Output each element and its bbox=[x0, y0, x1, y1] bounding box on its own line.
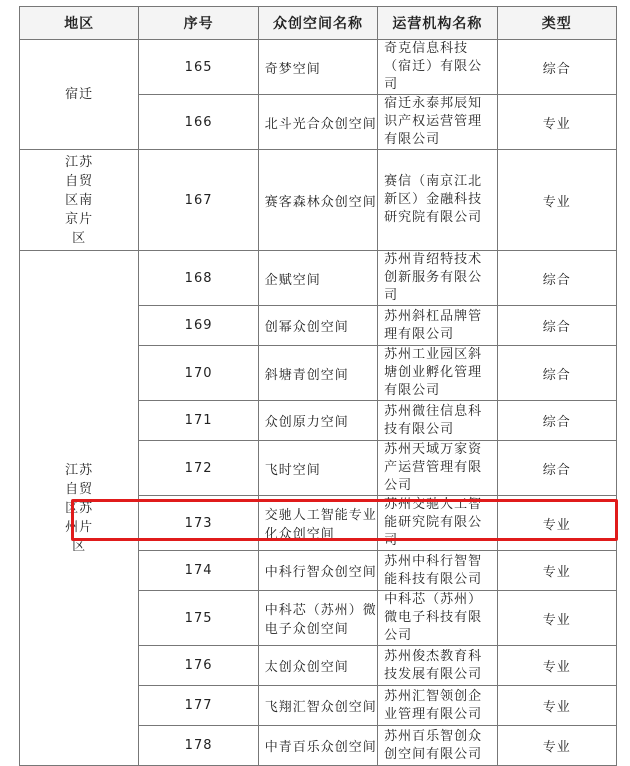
space-type: 综合 bbox=[497, 401, 616, 441]
row-number: 169 bbox=[139, 306, 258, 346]
operator-name: 苏州百乐智创众创空间有限公司 bbox=[378, 726, 497, 766]
space-name: 飞时空间 bbox=[258, 441, 377, 496]
space-name: 中青百乐众创空间 bbox=[258, 726, 377, 766]
space-name: 太创众创空间 bbox=[258, 646, 377, 686]
operator-name: 中科芯（苏州）微电子科技有限公司 bbox=[378, 591, 497, 646]
space-type: 综合 bbox=[497, 346, 616, 401]
row-number: 168 bbox=[139, 251, 258, 306]
operator-name: 苏州微往信息科技有限公司 bbox=[378, 401, 497, 441]
row-number: 166 bbox=[139, 95, 258, 150]
header-operator-name: 运营机构名称 bbox=[378, 7, 497, 40]
row-number: 173 bbox=[139, 496, 258, 551]
header-type: 类型 bbox=[497, 7, 616, 40]
space-name: 斜塘青创空间 bbox=[258, 346, 377, 401]
space-name: 交驰人工智能专业化众创空间 bbox=[258, 496, 377, 551]
operator-name: 苏州肯绍特技术创新服务有限公司 bbox=[378, 251, 497, 306]
table-row bbox=[20, 251, 617, 306]
space-name: 奇梦空间 bbox=[258, 40, 377, 95]
operator-name: 苏州天域万家资产运营管理有限公司 bbox=[378, 441, 497, 496]
space-type: 综合 bbox=[497, 251, 616, 306]
space-type: 专业 bbox=[497, 726, 616, 766]
operator-name: 奇克信息科技（宿迁）有限公司 bbox=[378, 40, 497, 95]
space-name: 创幂众创空间 bbox=[258, 306, 377, 346]
row-number: 178 bbox=[139, 726, 258, 766]
region-label: 江苏自贸区南京片区 bbox=[65, 154, 94, 246]
space-name: 中科芯（苏州）微电子众创空间 bbox=[258, 591, 377, 646]
header-space-name: 众创空间名称 bbox=[258, 7, 377, 40]
incubator-table bbox=[19, 6, 617, 766]
operator-name: 宿迁永泰邦辰知识产权运营管理有限公司 bbox=[378, 95, 497, 150]
space-type: 专业 bbox=[497, 551, 616, 591]
row-number: 176 bbox=[139, 646, 258, 686]
space-type: 专业 bbox=[497, 496, 616, 551]
row-number: 170 bbox=[139, 346, 258, 401]
region-label: 宿迁 bbox=[65, 87, 94, 102]
header-number: 序号 bbox=[139, 7, 258, 40]
operator-name: 苏州汇智领创企业管理有限公司 bbox=[378, 686, 497, 726]
operator-name: 苏州中科行智智能科技有限公司 bbox=[378, 551, 497, 591]
space-type: 专业 bbox=[497, 95, 616, 150]
row-number: 174 bbox=[139, 551, 258, 591]
space-type: 专业 bbox=[497, 686, 616, 726]
region-cell bbox=[20, 40, 139, 150]
operator-name: 苏州交驰人工智能研究院有限公司 bbox=[378, 496, 497, 551]
operator-name: 苏州俊杰教育科技发展有限公司 bbox=[378, 646, 497, 686]
space-type: 专业 bbox=[497, 150, 616, 251]
row-number: 171 bbox=[139, 401, 258, 441]
space-type: 综合 bbox=[497, 441, 616, 496]
space-name: 中科行智众创空间 bbox=[258, 551, 377, 591]
space-type: 专业 bbox=[497, 591, 616, 646]
header-row bbox=[20, 7, 617, 40]
operator-name: 苏州斜杠品牌管理有限公司 bbox=[378, 306, 497, 346]
row-number: 165 bbox=[139, 40, 258, 95]
space-name: 飞翔汇智众创空间 bbox=[258, 686, 377, 726]
region-cell bbox=[20, 251, 139, 766]
region-label: 江苏自贸区苏州片区 bbox=[65, 462, 94, 554]
table-row bbox=[20, 40, 617, 95]
row-number: 167 bbox=[139, 150, 258, 251]
header-region: 地区 bbox=[20, 7, 139, 40]
space-type: 专业 bbox=[497, 646, 616, 686]
space-name: 北斗光合众创空间 bbox=[258, 95, 377, 150]
row-number: 177 bbox=[139, 686, 258, 726]
space-name: 赛客森林众创空间 bbox=[258, 150, 377, 251]
row-number: 172 bbox=[139, 441, 258, 496]
space-type: 综合 bbox=[497, 40, 616, 95]
operator-name: 赛信（南京江北新区）金融科技研究院有限公司 bbox=[378, 150, 497, 251]
region-cell bbox=[20, 150, 139, 251]
space-name: 企赋空间 bbox=[258, 251, 377, 306]
space-name: 众创原力空间 bbox=[258, 401, 377, 441]
row-number: 175 bbox=[139, 591, 258, 646]
space-type: 综合 bbox=[497, 306, 616, 346]
operator-name: 苏州工业园区斜塘创业孵化管理有限公司 bbox=[378, 346, 497, 401]
table-row bbox=[20, 150, 617, 251]
